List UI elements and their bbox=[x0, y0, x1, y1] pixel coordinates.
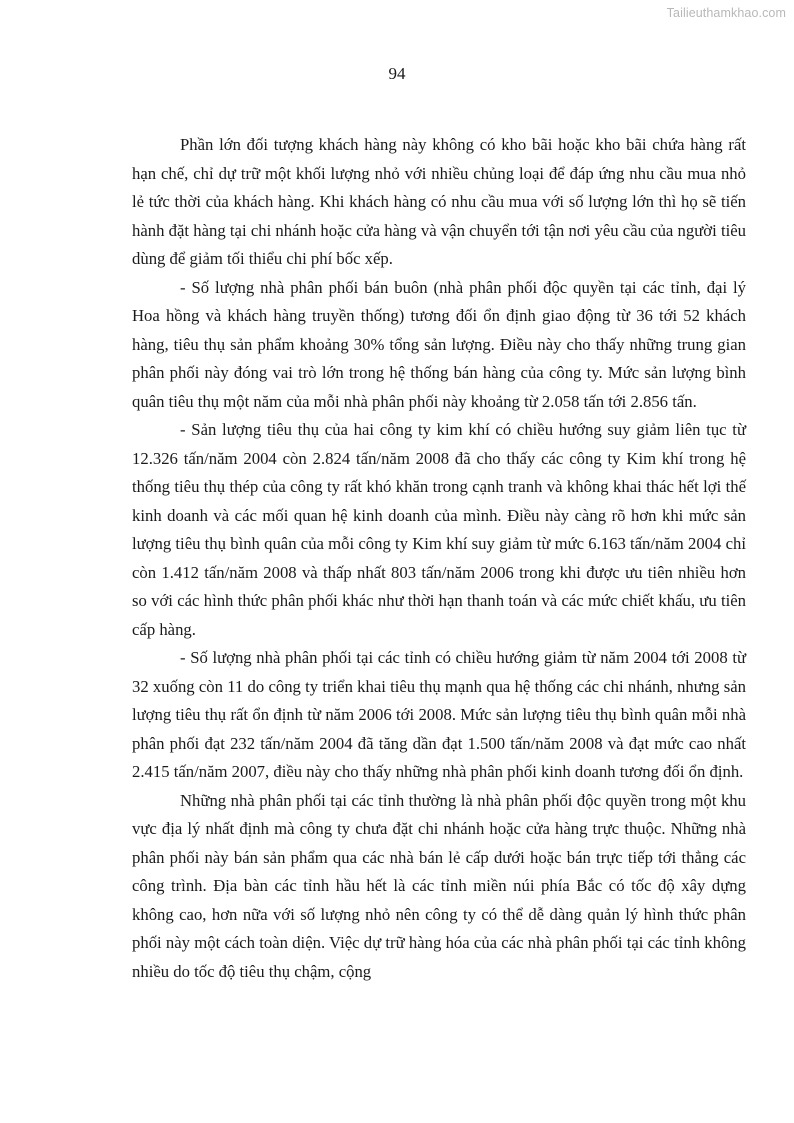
paragraph-customer-storage: Phần lớn đối tượng khách hàng này không có kho bãi hoặc kho bãi chứa hàng rất hạn chế, chỉ dự trữ một khối lượng nhỏ với nhiều chủng loại để đáp ứng nhu cầu mua nhỏ lẻ tức thời của khách hàng. Khi khách hàng có nhu cầu mua với số lượng lớn thì họ sẽ tiến hành đặt hàng tại chi nhánh hoặc cửa hàng và vận chuyển tới tận nơi yêu cầu của người tiêu dùng để giảm tối thiểu chi phí bốc xếp. bbox=[132, 135, 746, 268]
page-number: 94 bbox=[388, 64, 406, 83]
document-body bbox=[132, 131, 746, 986]
paragraph-wholesale-distributors: - Số lượng nhà phân phối bán buôn (nhà phân phối độc quyền tại các tỉnh, đại lý Hoa hồng và khách hàng truyền thống) tương đối ổn định giao động từ 36 tới 52 khách hàng, tiêu thụ sản phẩm khoảng 30% tổng sản lượng. Điều này cho thấy những trung gian phân phối này đóng vai trò lớn trong hệ thống bán hàng của công ty. Mức sản lượng bình quân tiêu thụ một năm của mỗi nhà phân phối này khoảng từ 2.058 tấn tới 2.856 tấn. bbox=[132, 277, 746, 411]
watermark-text: Tailieuthamkhao.com bbox=[666, 6, 786, 20]
paragraph-exclusive-distributors: Những nhà phân phối tại các tỉnh thường là nhà phân phối độc quyền trong một khu vực địa lý nhất định mà công ty chưa đặt chi nhánh hoặc cửa hàng trực thuộc. Những nhà phân phối này bán sản phẩm qua các nhà bán lẻ cấp dưới hoặc bán trực tiếp tới thẳng các công trình. Địa bàn các tỉnh hầu hết là các tỉnh miền núi phía Bắc có tốc độ xây dựng không cao, hơn nữa với số lượng nhỏ nên công ty có thể dễ dàng quản lý hình thức phân phối này một cách toàn diện. Việc dự trữ hàng hóa của các nhà phân phối tại các tỉnh không nhiều do tốc độ tiêu thụ chậm, cộng bbox=[132, 790, 746, 981]
paragraph-metal-companies: - Sản lượng tiêu thụ của hai công ty kim khí có chiều hướng suy giảm liên tục từ 12.326 tấn/năm 2004 còn 2.824 tấn/năm 2008 đã cho thấy các công ty Kim khí trong hệ thống tiêu thụ thép của công ty rất khó khăn trong cạnh tranh và không khai thác hết lợi thế kinh doanh và các mối quan hệ kinh doanh của mình. Điều này càng rõ hơn khi mức sản lượng tiêu thụ bình quân của mỗi công ty Kim khí suy giảm từ mức 6.163 tấn/năm 2004 chỉ còn 1.412 tấn/năm 2008 và thấp nhất 803 tấn/năm 2006 trong khi được ưu tiên nhiều hơn so với các hình thức phân phối khác như thời hạn thanh toán và các mức chiết khấu, ưu tiên cấp hàng. bbox=[132, 420, 746, 639]
paragraph-provincial-distributors: - Số lượng nhà phân phối tại các tỉnh có chiều hướng giảm từ năm 2004 tới 2008 từ 32 xuống còn 11 do công ty triển khai tiêu thụ mạnh qua hệ thống các chi nhánh, nhưng sản lượng tiêu thụ rất ổn định từ năm 2006 tới 2008. Mức sản lượng tiêu thụ bình quân mỗi nhà phân phối đạt 232 tấn/năm 2004 đã tăng dần đạt 1.500 tấn/năm 2008 và đạt mức cao nhất 2.415 tấn/năm 2007, điều này cho thấy những nhà phân phối kinh doanh tương đối ổn định. bbox=[132, 648, 746, 781]
